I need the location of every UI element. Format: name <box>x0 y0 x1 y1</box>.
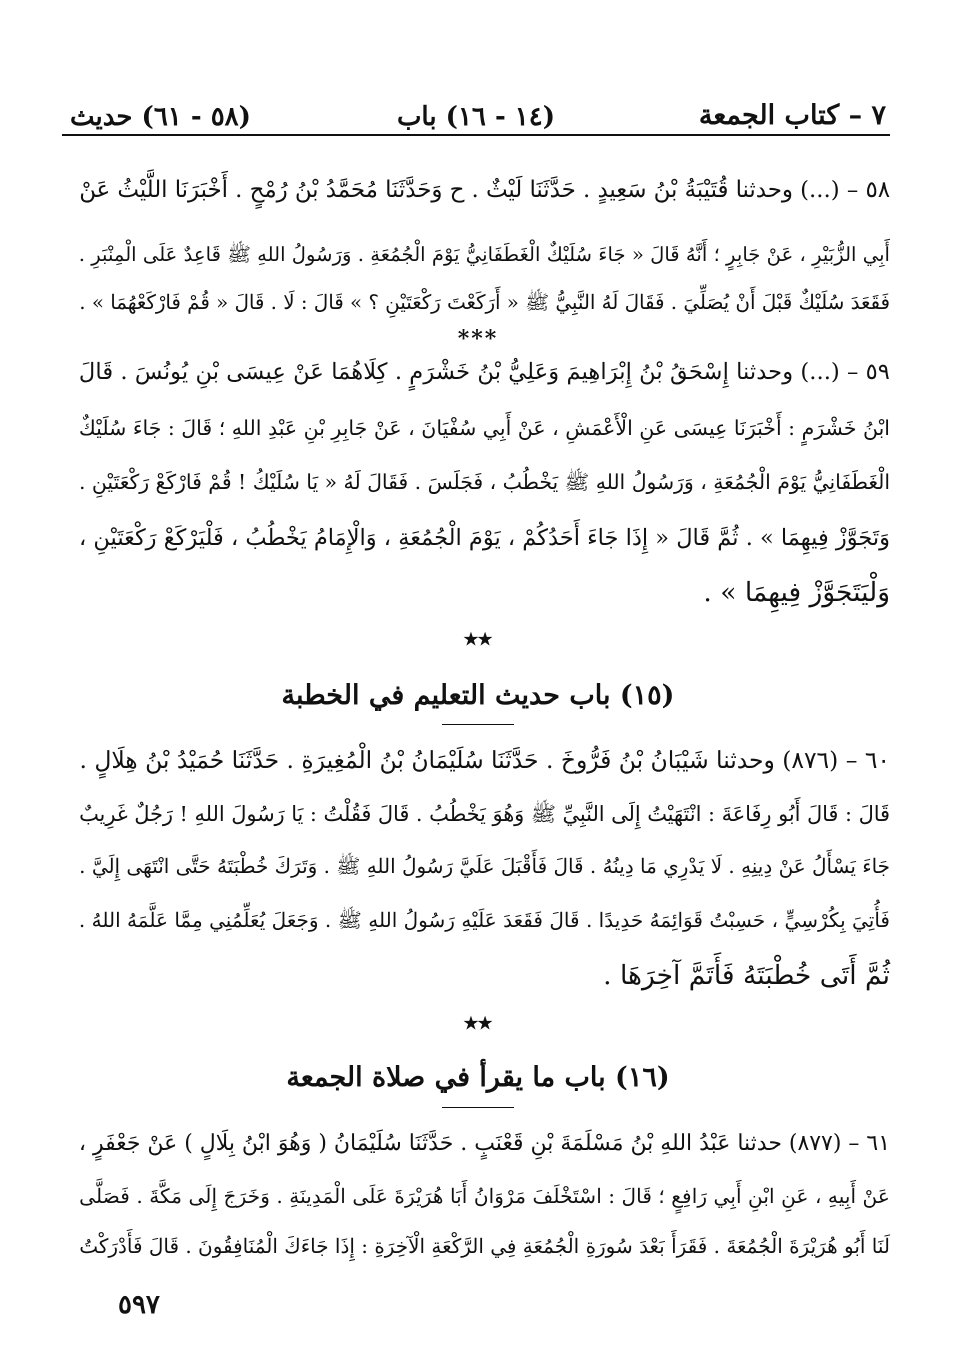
section-ornament: ٭٭ <box>463 1008 493 1038</box>
header-hadith-range: (٥٨ - ٦١) حديث <box>70 102 251 132</box>
hadith-58-line-3: فَقَعَدَ سُلَيْكٌ قَبْلَ أَنْ يُصَلِّيَ . فَقَالَ لَهُ النَّبِيُّ ﷺ « أَرَكَعْتَ رَكْعَتَيْنِ ؟ » قَالَ : لَا . قَالَ « قُمْ فَارْكَعْهُمَا » . <box>79 291 890 314</box>
hadith-59-line-3: الْغَطَفَانِيُّ يَوْمَ الْجُمُعَةِ ، وَرَسُولُ اللهِ ﷺ يَخْطُبُ ، فَجَلَسَ . فَقَالَ لَهُ « يَا سُلَيْكُ ! قُمْ فَارْكَعْ رَكْعَتَيْنِ . <box>78 470 890 494</box>
hadith-59-line-1: ٥٩ – (...) وحدثنا إِسْحَقُ بْنُ إِبْرَاهِيمَ وَعَلِيُّ بْنُ خَشْرَمٍ . كِلَاهُمَا عَنْ عِيسَى بْنِ يُونُسَ . قَالَ <box>78 359 890 385</box>
header-book-title: ٧ – كتاب الجمعة <box>698 100 886 131</box>
page-header <box>62 98 890 136</box>
hadith-61-line-3: لَنَا أَبُو هُرَيْرَةَ الْجُمُعَةَ . فَقَرَأَ بَعْدَ سُورَةِ الْجُمُعَةِ فِي الرَّكْعَةِ الْآخِرَةِ : إِذَا جَاءَكَ الْمُنَافِقُونَ . قَالَ فَأَدْرَكْتُ <box>79 1234 890 1258</box>
hadith-58-line-2: أَبِي الزُّبَيْرِ ، عَنْ جَابِرٍ ؛ أَنَّهُ قَالَ « جَاءَ سُلَيْكٌ الْغَطَفَانِيُّ يَوْمَ الْجُمُعَةِ . وَرَسُولُ اللهِ ﷺ قَاعِدٌ عَلَى الْمِنْبَرِ . <box>78 243 890 266</box>
chapter-16-heading: (١٦) باب ما يقرأ في صلاة الجمعة <box>286 1062 670 1093</box>
hadith-61-line-1: ٦١ – (٨٧٧) حدثنا عَبْدُ اللهِ بْنُ مَسْلَمَةَ بْنِ قَعْنَبٍ . حَدَّثَنَا سُلَيْمَانُ ( وَهُوَ ابْنُ بِلَالٍ ) عَنْ جَعْفَرٍ ، <box>78 1131 890 1156</box>
header-chapter-range: (١٤ - ١٦) باب <box>396 102 556 132</box>
chapter-15-heading: (١٥) باب حديث التعليم في الخطبة <box>281 680 675 711</box>
hadith-60-line-1: ٦٠ – (٨٧٦) وحدثنا شَيْبَانُ بْنُ فَرُّوخَ . حَدَّثَنَا سُلَيْمَانُ بْنُ الْمُغِيرَةِ . حَدَّثَنَا حُمَيْدُ بْنُ هِلَالٍ . <box>79 746 890 774</box>
hadith-60-line-5: ثُمَّ أَتَى خُطْبَتَهُ فَأَتَمَّ آخِرَهَا . <box>603 960 890 991</box>
chapter-16-rule <box>442 1107 514 1108</box>
hadith-59-line-4: وَتَجَوَّزْ فِيهِمَا » . ثُمَّ قَالَ « إِذَا جَاءَ أَحَدُكُمْ ، يَوْمَ الْجُمُعَةِ ، وَالْإِمَامُ يَخْطُبُ ، فَلْيَرْكَعْ رَكْعَتَيْنِ ، <box>79 525 890 551</box>
hadith-59-line-2: ابْنُ خَشْرَمٍ : أَخْبَرَنَا عِيسَى عَنِ الْأَعْمَشِ ، عَنْ أَبِي سُفْيَانَ ، عَنْ جَابِرِ بْنِ عَبْدِ اللهِ ؛ قَالَ : جَاءَ سُلَيْكٌ <box>78 416 890 440</box>
hadith-61-line-2: عَنْ أَبِيهِ ، عَنِ ابْنِ أَبِي رَافِعٍ ؛ قَالَ : اسْتَخْلَفَ مَرْوَانُ أَبَا هُرَيْرَةَ عَلَى الْمَدِينَةِ . وَخَرَجَ إِلَى مَكَّةَ . فَصَلَّى <box>79 1184 890 1208</box>
hadith-60-line-4: فَأُتِيَ بِكُرْسِيٍّ ، حَسِبْتُ قَوَائِمَهُ حَدِيدًا . قَالَ فَقَعَدَ عَلَيْهِ رَسُولُ اللهِ ﷺ . وَجَعَلَ يُعَلِّمُنِي مِمَّا عَلَّمَهُ اللهُ . <box>78 908 890 932</box>
separator-stars: *** <box>457 326 499 352</box>
page-number: ٥٩٧ <box>118 1290 160 1320</box>
hadith-60-line-3: جَاءَ يَسْأَلُ عَنْ دِينِهِ . لَا يَدْرِي مَا دِينُهُ . قَالَ فَأَقْبَلَ عَلَيَّ رَسُولُ اللهِ ﷺ . وَتَرَكَ خُطْبَتَهُ حَتَّى انْتَهَى إِلَيَّ . <box>79 854 890 878</box>
hadith-60-line-2: قَالَ : قَالَ أَبُو رِفَاعَةَ : انْتَهَيْتُ إِلَى النَّبِيِّ ﷺ وَهُوَ يَخْطُبُ . قَالَ فَقُلْتُ : يَا رَسُولَ اللهِ ! رَجُلٌ غَرِيبٌ <box>79 802 890 826</box>
section-ornament: ٭٭ <box>463 624 493 654</box>
chapter-15-rule <box>442 724 514 725</box>
hadith-58-line-1: ٥٨ – (...) وحدثنا قُتَيْبَةُ بْنُ سَعِيدٍ . حَدَّثَنَا لَيْثٌ . ح وَحَدَّثَنَا مُحَمَّدُ بْنُ رُمْحٍ . أَخْبَرَنَا اللَّيْثُ عَنْ <box>79 177 890 203</box>
hadith-59-line-5: وَلْيَتَجَوَّزْ فِيهِمَا » . <box>703 577 890 608</box>
